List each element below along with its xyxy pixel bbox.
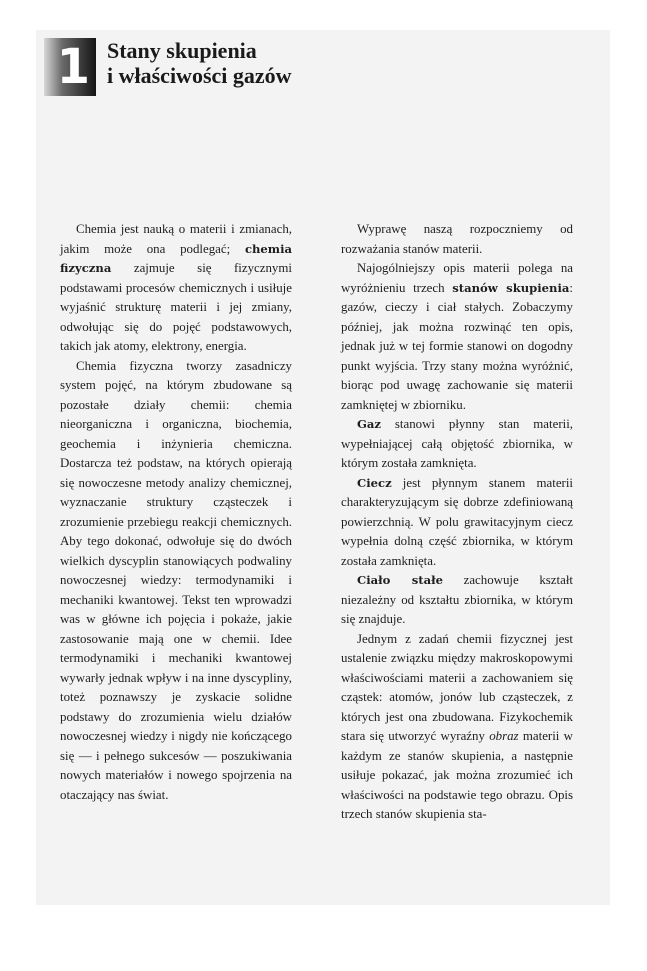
text-run: stanowi płynny stan materii, wypełniającej całą objętość zbiornika, w którym została zamknięta. xyxy=(341,417,573,470)
chapter-number: 1 xyxy=(56,39,90,95)
paragraph xyxy=(341,415,573,474)
bold-term: chemia fizyczna xyxy=(60,241,292,275)
paragraph: Chemia fizyczna tworzy zasadniczy system pojęć, na którym zbudowane są pozostałe działy chemii: chemia nieorganiczna i organiczna, biochemia, geochemia i inżynieria chemiczna. Dostarcza też podstaw, na których opierają się nowoczesne metody analizy chemicznej, wyznaczanie struktury cząsteczek i zrozumienie przebiegu reakcji chemicznych. Aby tego dokonać, odwołuje się do dwóch wielkich dyscyplin stanowiących podwaliny nowoczesnej wiedzy: termodynamiki i mechaniki kwantowej. Tekst ten wprowadzi was w główne ich pojęcia i pokaże, jakie zastosowanie mają one w chemii. Idee termodynamiki i mechaniki kwantowej wywarły jednak wpływ i na inne dyscypliny, toteż poznawszy je zyskacie solidne podstawy do zrozumienia wielu działów nowoczesnej wiedzy i nigdy nie kończącego się — i pełnego sukcesów — poszukiwania nowych materiałów i nowego spojrzenia na otaczający nas świat. xyxy=(60,358,292,802)
bold-term: Ciecz xyxy=(357,475,392,490)
left-text-column xyxy=(60,220,292,805)
chapter-title-line-2: i właściwości gazów xyxy=(107,63,292,88)
chapter-title xyxy=(107,38,292,88)
text-run: : gazów, cieczy i ciał stałych. Zobaczymy później, jak można rozwinąć ten opis, jednak już w tej formie stanowi on dogodny punkt wyjścia. Trzy stany można wyróżnić, biorąc pod uwagę zachowanie się materii zamkniętej w zbiorniku. xyxy=(341,280,573,412)
paragraph xyxy=(341,571,573,630)
paragraph xyxy=(341,630,573,825)
bold-term: stanów skupienia xyxy=(452,280,570,295)
text-run: Najogólniejszy opis materii polega na wyróżnieniu trzech xyxy=(341,261,573,295)
bold-term: Ciało stałe xyxy=(357,573,443,587)
right-text-column xyxy=(341,220,573,825)
text-run: materii w każdym ze stanów skupienia, a następnie usiłuje pokazać, jak można zrozumieć ich właściwości na podstawie tego obrazu. Opis trzech stanów skupienia sta- xyxy=(341,729,573,821)
bold-term: Gaz xyxy=(357,417,381,431)
paragraph xyxy=(341,259,573,415)
text-run: Jednym z zadań chemii fizycznej jest ustalenie związku między makroskopowymi właściwościami materii a zachowaniem się cząstek: atomów, jonów lub cząsteczek, z których jest ona zbudowana. Fizykochemik stara się utworzyć wyraźny xyxy=(341,631,573,743)
text-run: jest płynnym stanem materii charakteryzującym się dobrze zdefiniowaną powierzchnią. W polu grawitacyjnym ciecz wypełnia dolną część zbiornika, w którym została zamknięta. xyxy=(341,475,573,568)
italic-term: obraz xyxy=(489,729,519,743)
text-run: zachowuje kształt niezależny od kształtu zbiornika, w którym się znajduje. xyxy=(341,573,573,626)
chapter-title-line-1: Stany skupienia xyxy=(107,38,257,63)
paragraph xyxy=(341,474,573,572)
text-run: Chemia jest nauką o materii i zmianach, jakim może ona podlegać; xyxy=(60,222,292,256)
chapter-number-box xyxy=(44,38,96,96)
paragraph xyxy=(60,220,292,357)
text-run: zajmuje się fizycznymi podstawami procesów chemicznych i usiłuje wyjaśnić strukturę materii i jej zmiany, odwołując się do pojęć podstawowych, takich jak atomy, elektrony, energia. xyxy=(60,261,292,353)
paragraph: Wyprawę naszą rozpoczniemy od rozważania stanów materii. xyxy=(341,222,573,256)
